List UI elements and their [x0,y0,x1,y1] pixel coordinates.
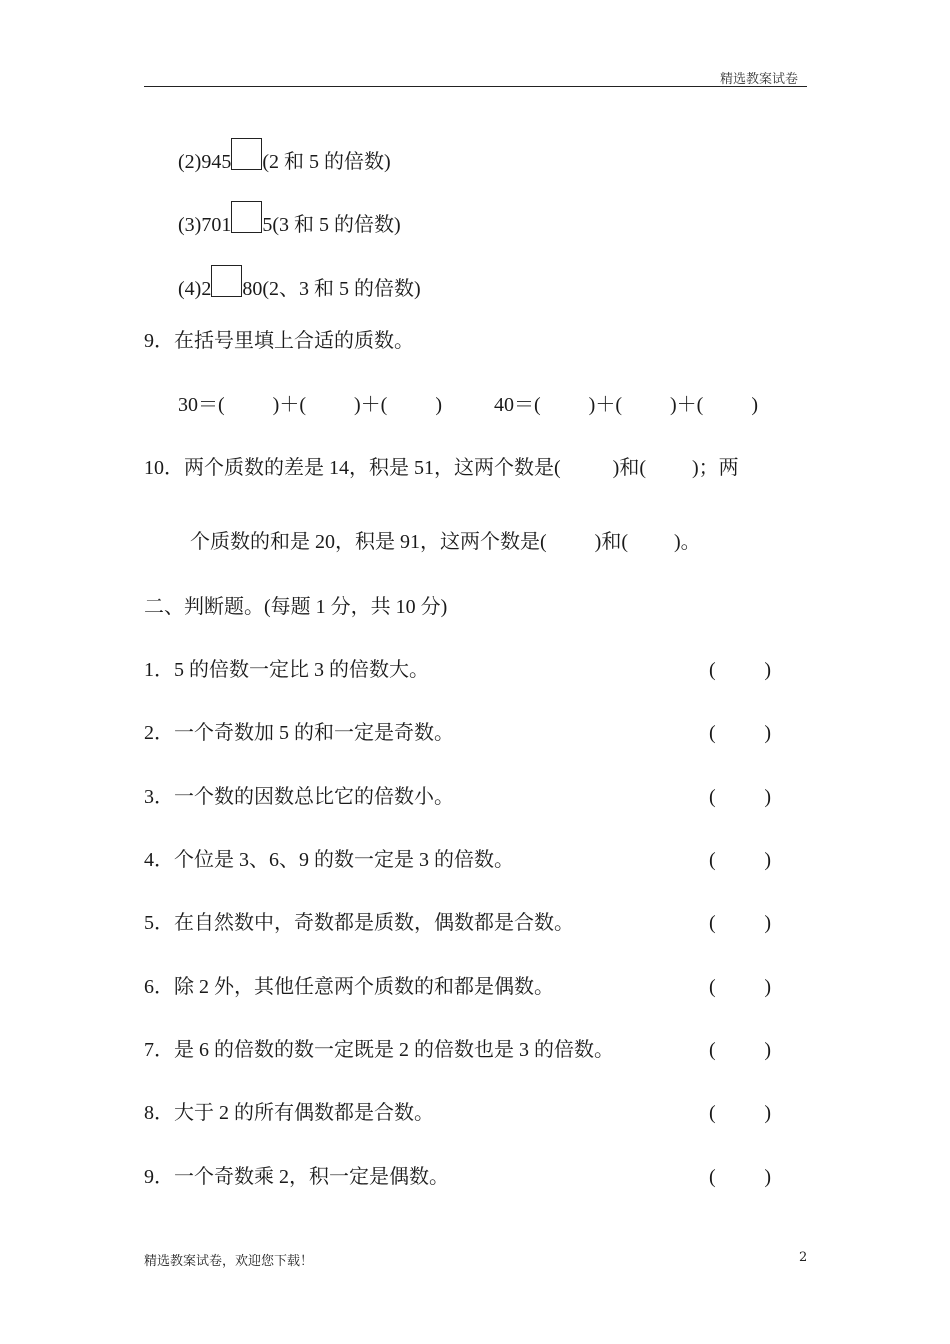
judge-item-9: 9．一个奇数乘 2，积一定是偶数。 [144,1166,449,1188]
judge-item-1: 1．5 的倍数一定比 3 的倍数大。 [144,659,429,681]
answer-box[interactable] [231,201,262,233]
judge-item-3: 3．一个数的因数总比它的倍数小。 [144,786,454,808]
q10-line-2-a: 个质数的和是 20，积是 91，这两个数是( [190,531,547,553]
q9-eq2-end: ) [751,394,758,416]
q9-eq2-p2: )＋( [670,394,704,416]
judge-item-7: 7．是 6 的倍数的数一定既是 2 的倍数也是 3 的倍数。 [144,1039,614,1061]
q8-item-2 [178,138,391,174]
header-rule [144,86,807,87]
q10-line-2-c: )。 [674,531,701,553]
judge-item-2: 2．一个奇数加 5 的和一定是奇数。 [144,722,454,744]
q8-item-2-suffix: (2 和 5 的倍数) [262,151,391,173]
judge-item-6: 6．除 2 外，其他任意两个质数的和都是偶数。 [144,976,554,998]
q8-item-3-prefix: (3)701 [178,214,232,236]
q9-title: 9．在括号里填上合适的质数。 [144,330,414,352]
judge-item-5: 5．在自然数中，奇数都是质数，偶数都是合数。 [144,912,574,934]
q10-line-1-a: 10．两个质数的差是 14，积是 51，这两个数是( [144,457,561,479]
q9-eq1-p1: )＋( [272,394,306,416]
q8-item-2-prefix: (2)945 [178,151,232,173]
page-number: 2 [799,1250,808,1265]
q9-eq1-end: ) [435,394,442,416]
q9-eq1-p2: )＋( [354,394,388,416]
q10-line-1-c: )；两 [692,457,739,479]
q9-eq2-lhs: 40＝( [494,394,541,416]
judge-item-8: 8．大于 2 的所有偶数都是合数。 [144,1102,434,1124]
header-title: 精选教案试卷 [720,72,799,87]
answer-box[interactable] [211,265,242,297]
q10-line-1 [144,456,739,480]
q8-item-3-suffix: 5(3 和 5 的倍数) [262,214,401,236]
q10-line-2-b: )和( [594,531,628,553]
q8-item-4-prefix: (4)2 [178,278,212,300]
q10-line-2 [190,530,701,554]
section-2-title: 二、判断题。(每题 1 分，共 10 分) [144,596,448,618]
judge-item-4: 4．个位是 3、6、9 的数一定是 3 的倍数。 [144,849,514,871]
q9-eq1 [178,393,442,417]
q8-item-4-suffix: 80(2、3 和 5 的倍数) [242,278,421,300]
q9-eq2-p1: )＋( [588,394,622,416]
footer-text: 精选教案试卷，欢迎您下载！ [144,1254,314,1269]
q9-eq1-lhs: 30＝( [178,394,225,416]
q8-item-3 [178,201,401,237]
q10-line-1-b: )和( [612,457,646,479]
answer-box[interactable] [231,138,262,170]
q8-item-4 [178,265,421,301]
q9-eq2 [494,393,758,417]
